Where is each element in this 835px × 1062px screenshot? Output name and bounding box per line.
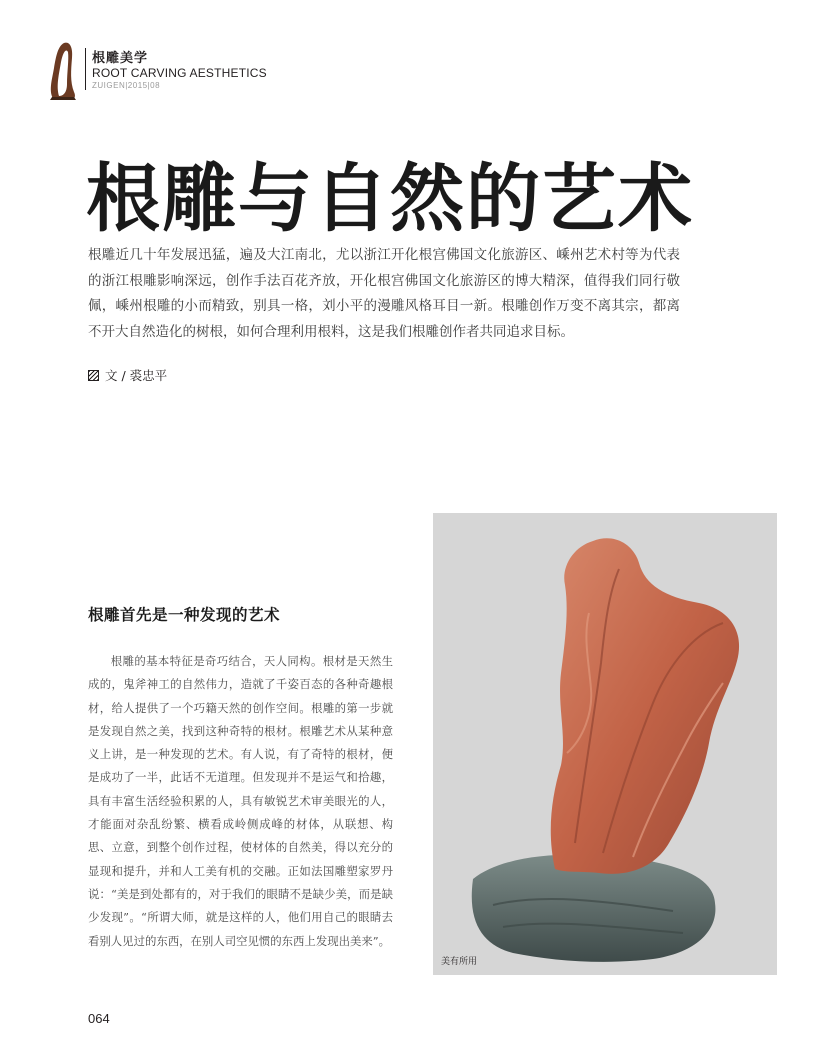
section-heading: 根雕首先是一种发现的艺术 — [88, 606, 281, 624]
root-form — [551, 538, 739, 874]
section-title-en: ROOT CARVING AESTHETICS — [92, 66, 267, 80]
photo-caption: 美有所用 — [441, 957, 478, 967]
header-divider — [85, 48, 86, 90]
article-body: 根雕的基本特征是奇巧结合，天人同构。根材是天然生成的，鬼斧神工的自然伟力，造就了千姿百态的各种奇趣根材，给人提供了一个巧籍天然的创作空间。根雕的第一步就是发现自然之美，找到这种奇特的根材。根雕艺术从某种意义上讲，是一种发现的艺术。有人说，有了奇特的根材，便是成功了一半，此话不无道理。但发现并不是运气和拾趣，具有丰富生活经验积累的人，具有敏锐艺术审美眼光的人，才能面对杂乱纷繁、横看成岭侧成峰的材体，从联想、构思、立意，到整个创作过程，使材体的自然美，得以充分的显现和提升，并和人工美有机的交融。正如法国雕塑家罗丹说：“美是到处都有的，对于我们的眼睛不是缺少美，而是缺少发现”。“所谓大师，就是这样的人，他们用自己的眼睛去看别人见过的东西，在别人司空见惯的东西上发现出美来”。 — [88, 654, 393, 948]
article-lead: 根雕近几十年发展迅猛，遍及大江南北，尤以浙江开化根宫佛国文化旅游区、嵊州艺术村等为代表的浙江根雕影响深远，创作手法百花齐放，开化根宫佛国文化旅游区的博大精深，值得我们同行敬佩，嵊州根雕的小而精致，别具一格，刘小平的漫雕风格耳目一新。根雕创作万变不离其宗，都离不开大自然造化的树根，如何合理利用根料，这是我们根雕创作者共同追求目标。 — [88, 247, 680, 340]
byline — [88, 366, 167, 384]
root-sculpture-illustration — [433, 513, 777, 975]
author-credit: 文 / 裘忠平 — [105, 368, 168, 383]
page-number: 064 — [88, 1011, 110, 1026]
hatched-square-icon — [88, 370, 99, 381]
section-title-cn: 根雕美学 — [92, 51, 149, 66]
issue-code: ZUIGEN|2015|08 — [92, 81, 161, 90]
root-carving-logo — [46, 40, 78, 102]
article-title: 根雕与自然的艺术 — [86, 156, 694, 242]
root-carving-photo — [433, 513, 777, 975]
